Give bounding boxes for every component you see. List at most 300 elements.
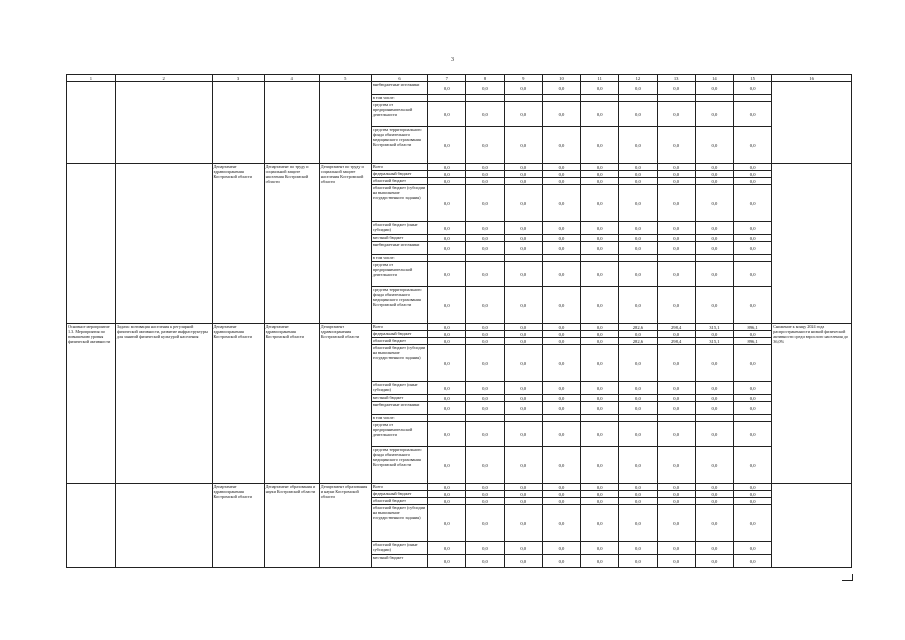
- funding-source-cell: средства от предпринимательской деятельности: [371, 102, 427, 127]
- value-cell: 896,1: [734, 338, 772, 345]
- value-cell: 896,1: [734, 324, 772, 331]
- value-cell: 0,0: [581, 164, 619, 171]
- task-cell: [115, 484, 212, 568]
- value-cell: [428, 255, 466, 262]
- value-cell: 0,0: [657, 185, 695, 222]
- value-cell: 282,6: [619, 338, 657, 345]
- value-cell: 0,0: [734, 242, 772, 255]
- funding-source-cell: федеральный бюджет: [371, 331, 427, 338]
- value-cell: 0,0: [657, 345, 695, 382]
- value-cell: 0,0: [657, 171, 695, 178]
- value-cell: 0,0: [695, 287, 733, 324]
- column-number-5: 5: [319, 75, 371, 82]
- column-number-12: 12: [619, 75, 657, 82]
- value-cell: 0,0: [504, 242, 542, 255]
- value-cell: 0,0: [619, 82, 657, 95]
- value-cell: 0,0: [734, 402, 772, 415]
- value-cell: 0,0: [657, 505, 695, 542]
- value-cell: [466, 255, 504, 262]
- value-cell: [619, 95, 657, 102]
- funding-source-cell: Всего: [371, 324, 427, 331]
- value-cell: 0,0: [734, 345, 772, 382]
- value-cell: 0,0: [466, 222, 504, 235]
- value-cell: 0,0: [734, 171, 772, 178]
- value-cell: 0,0: [428, 262, 466, 287]
- value-cell: 0,0: [619, 484, 657, 491]
- value-cell: 0,0: [734, 505, 772, 542]
- value-cell: 0,0: [504, 222, 542, 235]
- value-cell: 0,0: [428, 422, 466, 447]
- value-cell: 0,0: [695, 164, 733, 171]
- activity-name-cell: [67, 82, 116, 164]
- value-cell: 0,0: [734, 395, 772, 402]
- value-cell: 0,0: [657, 222, 695, 235]
- value-cell: 0,0: [657, 422, 695, 447]
- value-cell: 0,0: [695, 382, 733, 395]
- value-cell: 0,0: [657, 555, 695, 568]
- value-cell: 0,0: [581, 447, 619, 484]
- funding-source-cell: федеральный бюджет: [371, 491, 427, 498]
- value-cell: 0,0: [466, 422, 504, 447]
- value-cell: 0,0: [428, 178, 466, 185]
- value-cell: 315,1: [695, 324, 733, 331]
- value-cell: 0,0: [581, 222, 619, 235]
- value-cell: 0,0: [581, 402, 619, 415]
- value-cell: 0,0: [504, 555, 542, 568]
- column-number-15: 15: [734, 75, 772, 82]
- column-number-16: 16: [772, 75, 852, 82]
- value-cell: [466, 95, 504, 102]
- funding-source-cell: средства территориального фонда обязательного медицинского страхования Костромской области: [371, 447, 427, 484]
- funding-source-cell: внебюджетные источники: [371, 242, 427, 255]
- value-cell: 0,0: [619, 331, 657, 338]
- value-cell: 0,0: [428, 235, 466, 242]
- value-cell: 0,0: [581, 422, 619, 447]
- value-cell: 0,0: [657, 164, 695, 171]
- table-row: [67, 82, 852, 95]
- value-cell: 0,0: [466, 331, 504, 338]
- column-number-6: 6: [371, 75, 427, 82]
- table-edge-mark: [842, 574, 853, 581]
- value-cell: 0,0: [504, 262, 542, 287]
- column-number-7: 7: [428, 75, 466, 82]
- funding-source-cell: областной бюджет (субсидии на выполнение государственного задания): [371, 185, 427, 222]
- value-cell: [581, 95, 619, 102]
- funding-source-cell: областной бюджет: [371, 178, 427, 185]
- expected-result-cell: [772, 484, 852, 568]
- value-cell: 0,0: [542, 447, 580, 484]
- task-cell: Задача: мотивация населения к регулярной физической активности, развитие инфраструктуры для занятий физической культурой населения: [115, 324, 212, 484]
- executor-cell: [264, 82, 319, 164]
- value-cell: 0,0: [695, 498, 733, 505]
- value-cell: 0,0: [657, 242, 695, 255]
- value-cell: 0,0: [695, 402, 733, 415]
- funding-source-cell: внебюджетные источники: [371, 82, 427, 95]
- value-cell: 0,0: [542, 395, 580, 402]
- value-cell: 0,0: [542, 242, 580, 255]
- funding-source-cell: Всего: [371, 164, 427, 171]
- value-cell: [657, 255, 695, 262]
- value-cell: 0,0: [504, 422, 542, 447]
- value-cell: 0,0: [466, 498, 504, 505]
- value-cell: [504, 415, 542, 422]
- value-cell: 0,0: [542, 542, 580, 555]
- value-cell: 0,0: [657, 235, 695, 242]
- value-cell: 0,0: [428, 338, 466, 345]
- expected-result-cell: Снижение к концу 2024 года распространенности низкой физической активности среди взрослого населения до 36,0%: [772, 324, 852, 484]
- value-cell: 0,0: [695, 178, 733, 185]
- value-cell: 0,0: [734, 542, 772, 555]
- value-cell: [657, 95, 695, 102]
- expected-result-cell: [772, 164, 852, 324]
- value-cell: 0,0: [428, 185, 466, 222]
- value-cell: 0,0: [581, 491, 619, 498]
- value-cell: 0,0: [428, 345, 466, 382]
- value-cell: 0,0: [542, 345, 580, 382]
- funding-source-cell: в том числе:: [371, 415, 427, 422]
- value-cell: 0,0: [504, 287, 542, 324]
- value-cell: 0,0: [619, 505, 657, 542]
- value-cell: 0,0: [695, 422, 733, 447]
- value-cell: 0,0: [428, 542, 466, 555]
- value-cell: [695, 255, 733, 262]
- value-cell: 0,0: [581, 484, 619, 491]
- value-cell: [657, 415, 695, 422]
- value-cell: 0,0: [619, 422, 657, 447]
- value-cell: 0,0: [619, 235, 657, 242]
- value-cell: 0,0: [581, 542, 619, 555]
- value-cell: 0,0: [504, 324, 542, 331]
- value-cell: 0,0: [734, 498, 772, 505]
- value-cell: 0,0: [542, 331, 580, 338]
- value-cell: 0,0: [734, 222, 772, 235]
- value-cell: [619, 415, 657, 422]
- value-cell: [504, 95, 542, 102]
- value-cell: 0,0: [734, 82, 772, 95]
- funding-source-cell: федеральный бюджет: [371, 171, 427, 178]
- coordinator-cell: Департамент здравоохранения Костромской области: [212, 484, 264, 568]
- funding-source-cell: Всего: [371, 484, 427, 491]
- value-cell: 0,0: [619, 287, 657, 324]
- value-cell: 0,0: [466, 235, 504, 242]
- value-cell: 0,0: [734, 331, 772, 338]
- value-cell: 0,0: [542, 287, 580, 324]
- executor-cell: Департамент по труду и социальной защите населения Костромской области: [264, 164, 319, 324]
- table-row: [67, 164, 852, 171]
- funding-source-cell: местный бюджет: [371, 395, 427, 402]
- value-cell: 0,0: [695, 555, 733, 568]
- value-cell: 0,0: [695, 171, 733, 178]
- funding-source-cell: внебюджетные источники: [371, 402, 427, 415]
- value-cell: 0,0: [542, 324, 580, 331]
- value-cell: 0,0: [695, 345, 733, 382]
- value-cell: 0,0: [619, 262, 657, 287]
- value-cell: 0,0: [734, 164, 772, 171]
- value-cell: 315,1: [695, 338, 733, 345]
- value-cell: 0,0: [695, 542, 733, 555]
- value-cell: 0,0: [695, 484, 733, 491]
- value-cell: 0,0: [695, 82, 733, 95]
- table-body: [67, 75, 852, 568]
- value-cell: [695, 415, 733, 422]
- funding-source-cell: местный бюджет: [371, 555, 427, 568]
- participant-cell: Департамент по труду и социальной защите населения Костромской области: [319, 164, 371, 324]
- value-cell: 0,0: [542, 222, 580, 235]
- value-cell: 0,0: [466, 402, 504, 415]
- value-cell: 0,0: [542, 505, 580, 542]
- value-cell: 0,0: [657, 382, 695, 395]
- executor-cell: Департамент образования и науки Костромской области: [264, 484, 319, 568]
- column-number-3: 3: [212, 75, 264, 82]
- value-cell: 0,0: [504, 82, 542, 95]
- funding-source-cell: областной бюджет: [371, 338, 427, 345]
- value-cell: 0,0: [504, 505, 542, 542]
- value-cell: 0,0: [619, 345, 657, 382]
- value-cell: 0,0: [542, 82, 580, 95]
- value-cell: 0,0: [542, 171, 580, 178]
- value-cell: 0,0: [695, 395, 733, 402]
- value-cell: 0,0: [504, 447, 542, 484]
- value-cell: 0,0: [466, 395, 504, 402]
- value-cell: 0,0: [657, 542, 695, 555]
- value-cell: 0,0: [657, 447, 695, 484]
- value-cell: 0,0: [581, 287, 619, 324]
- value-cell: 0,0: [619, 447, 657, 484]
- value-cell: 0,0: [504, 402, 542, 415]
- value-cell: 0,0: [504, 331, 542, 338]
- value-cell: 0,0: [466, 262, 504, 287]
- column-number-10: 10: [542, 75, 580, 82]
- value-cell: 0,0: [504, 395, 542, 402]
- value-cell: 0,0: [542, 498, 580, 505]
- funding-source-cell: местный бюджет: [371, 235, 427, 242]
- value-cell: 0,0: [657, 395, 695, 402]
- value-cell: 0,0: [734, 447, 772, 484]
- value-cell: 0,0: [542, 127, 580, 164]
- value-cell: 0,0: [581, 262, 619, 287]
- value-cell: 0,0: [428, 498, 466, 505]
- value-cell: [734, 415, 772, 422]
- funding-source-cell: областной бюджет (иные субсидии): [371, 222, 427, 235]
- value-cell: 0,0: [619, 242, 657, 255]
- value-cell: 298,4: [657, 338, 695, 345]
- value-cell: 0,0: [504, 542, 542, 555]
- value-cell: 0,0: [542, 555, 580, 568]
- column-number-row: [67, 75, 852, 82]
- value-cell: 0,0: [619, 171, 657, 178]
- value-cell: 0,0: [695, 491, 733, 498]
- value-cell: 0,0: [734, 178, 772, 185]
- value-cell: 0,0: [542, 382, 580, 395]
- value-cell: 0,0: [619, 164, 657, 171]
- value-cell: 0,0: [466, 82, 504, 95]
- value-cell: 0,0: [581, 82, 619, 95]
- value-cell: 0,0: [695, 242, 733, 255]
- value-cell: 0,0: [504, 178, 542, 185]
- value-cell: 0,0: [542, 491, 580, 498]
- value-cell: 0,0: [428, 242, 466, 255]
- funding-source-cell: средства от предпринимательской деятельности: [371, 262, 427, 287]
- value-cell: 0,0: [581, 178, 619, 185]
- value-cell: [734, 255, 772, 262]
- value-cell: 0,0: [466, 178, 504, 185]
- value-cell: 0,0: [542, 402, 580, 415]
- expected-result-cell: [772, 82, 852, 164]
- value-cell: 0,0: [466, 382, 504, 395]
- value-cell: 0,0: [657, 484, 695, 491]
- value-cell: 0,0: [542, 164, 580, 171]
- value-cell: 0,0: [581, 185, 619, 222]
- value-cell: 0,0: [542, 235, 580, 242]
- value-cell: 0,0: [657, 262, 695, 287]
- value-cell: 0,0: [466, 345, 504, 382]
- value-cell: 0,0: [581, 345, 619, 382]
- value-cell: 0,0: [657, 331, 695, 338]
- value-cell: [504, 255, 542, 262]
- value-cell: 0,0: [428, 222, 466, 235]
- participant-cell: [319, 82, 371, 164]
- value-cell: 0,0: [581, 235, 619, 242]
- value-cell: 0,0: [619, 382, 657, 395]
- value-cell: 0,0: [619, 542, 657, 555]
- value-cell: 282,6: [619, 324, 657, 331]
- value-cell: 0,0: [619, 555, 657, 568]
- value-cell: 0,0: [466, 338, 504, 345]
- value-cell: 0,0: [695, 235, 733, 242]
- value-cell: 0,0: [428, 331, 466, 338]
- value-cell: 0,0: [504, 171, 542, 178]
- value-cell: 0,0: [466, 287, 504, 324]
- value-cell: 0,0: [581, 242, 619, 255]
- activity-name-cell: [67, 164, 116, 324]
- value-cell: 0,0: [466, 324, 504, 331]
- funding-source-cell: средства территориального фонда обязательного медицинского страхования Костромской области: [371, 287, 427, 324]
- value-cell: 0,0: [504, 185, 542, 222]
- value-cell: [619, 255, 657, 262]
- value-cell: 0,0: [619, 102, 657, 127]
- value-cell: 0,0: [581, 555, 619, 568]
- value-cell: 0,0: [581, 338, 619, 345]
- funding-source-cell: средства от предпринимательской деятельности: [371, 422, 427, 447]
- value-cell: [428, 95, 466, 102]
- value-cell: 0,0: [428, 164, 466, 171]
- column-number-9: 9: [504, 75, 542, 82]
- value-cell: [542, 255, 580, 262]
- value-cell: 0,0: [542, 484, 580, 491]
- value-cell: [581, 415, 619, 422]
- value-cell: 0,0: [695, 505, 733, 542]
- funding-source-cell: областной бюджет (иные субсидии): [371, 542, 427, 555]
- value-cell: 0,0: [734, 235, 772, 242]
- value-cell: 0,0: [581, 171, 619, 178]
- page-number: 3: [451, 57, 454, 63]
- value-cell: 0,0: [504, 235, 542, 242]
- value-cell: 0,0: [428, 555, 466, 568]
- value-cell: 0,0: [657, 102, 695, 127]
- value-cell: 0,0: [428, 171, 466, 178]
- value-cell: 0,0: [619, 127, 657, 164]
- value-cell: 0,0: [504, 484, 542, 491]
- activity-name-cell: Основное мероприятие 1.3. Мероприятия по повышению уровня физической активности: [67, 324, 116, 484]
- value-cell: 0,0: [504, 102, 542, 127]
- value-cell: 0,0: [504, 127, 542, 164]
- value-cell: 0,0: [428, 127, 466, 164]
- value-cell: 0,0: [657, 491, 695, 498]
- value-cell: 0,0: [734, 484, 772, 491]
- value-cell: 0,0: [428, 102, 466, 127]
- value-cell: 0,0: [695, 447, 733, 484]
- task-cell: [115, 164, 212, 324]
- value-cell: 0,0: [428, 491, 466, 498]
- coordinator-cell: [212, 82, 264, 164]
- value-cell: 0,0: [657, 402, 695, 415]
- value-cell: 0,0: [428, 484, 466, 491]
- value-cell: 0,0: [504, 164, 542, 171]
- value-cell: 0,0: [619, 491, 657, 498]
- participant-cell: Департамент здравоохранения Костромской области: [319, 324, 371, 484]
- value-cell: 0,0: [466, 505, 504, 542]
- value-cell: 0,0: [466, 447, 504, 484]
- value-cell: 0,0: [734, 102, 772, 127]
- value-cell: 0,0: [695, 127, 733, 164]
- value-cell: 0,0: [542, 185, 580, 222]
- funding-source-cell: областной бюджет: [371, 498, 427, 505]
- column-number-14: 14: [695, 75, 733, 82]
- value-cell: [734, 95, 772, 102]
- value-cell: 0,0: [657, 178, 695, 185]
- value-cell: 0,0: [542, 422, 580, 447]
- value-cell: 0,0: [695, 222, 733, 235]
- value-cell: 0,0: [542, 102, 580, 127]
- column-number-11: 11: [581, 75, 619, 82]
- funding-source-cell: областной бюджет (иные субсидии): [371, 382, 427, 395]
- activity-name-cell: [67, 484, 116, 568]
- value-cell: 0,0: [581, 505, 619, 542]
- value-cell: 0,0: [734, 262, 772, 287]
- value-cell: 0,0: [734, 491, 772, 498]
- column-number-2: 2: [115, 75, 212, 82]
- table-row: [67, 324, 852, 331]
- value-cell: 0,0: [466, 542, 504, 555]
- value-cell: 0,0: [695, 102, 733, 127]
- value-cell: [542, 415, 580, 422]
- coordinator-cell: Департамент здравоохранения Костромской области: [212, 324, 264, 484]
- value-cell: 0,0: [581, 395, 619, 402]
- value-cell: 0,0: [466, 484, 504, 491]
- value-cell: 298,4: [657, 324, 695, 331]
- column-number-4: 4: [264, 75, 319, 82]
- funding-source-cell: в том числе:: [371, 95, 427, 102]
- value-cell: 0,0: [619, 402, 657, 415]
- value-cell: 0,0: [466, 491, 504, 498]
- value-cell: 0,0: [504, 498, 542, 505]
- value-cell: 0,0: [657, 127, 695, 164]
- value-cell: 0,0: [428, 402, 466, 415]
- value-cell: 0,0: [581, 102, 619, 127]
- value-cell: 0,0: [619, 178, 657, 185]
- value-cell: 0,0: [581, 382, 619, 395]
- value-cell: [695, 95, 733, 102]
- funding-source-cell: в том числе:: [371, 255, 427, 262]
- value-cell: 0,0: [542, 338, 580, 345]
- value-cell: 0,0: [657, 82, 695, 95]
- table-row: [67, 484, 852, 491]
- value-cell: 0,0: [466, 171, 504, 178]
- value-cell: 0,0: [466, 555, 504, 568]
- value-cell: 0,0: [542, 178, 580, 185]
- funding-source-cell: средства территориального фонда обязательного медицинского страхования Костромской области: [371, 127, 427, 164]
- value-cell: 0,0: [734, 127, 772, 164]
